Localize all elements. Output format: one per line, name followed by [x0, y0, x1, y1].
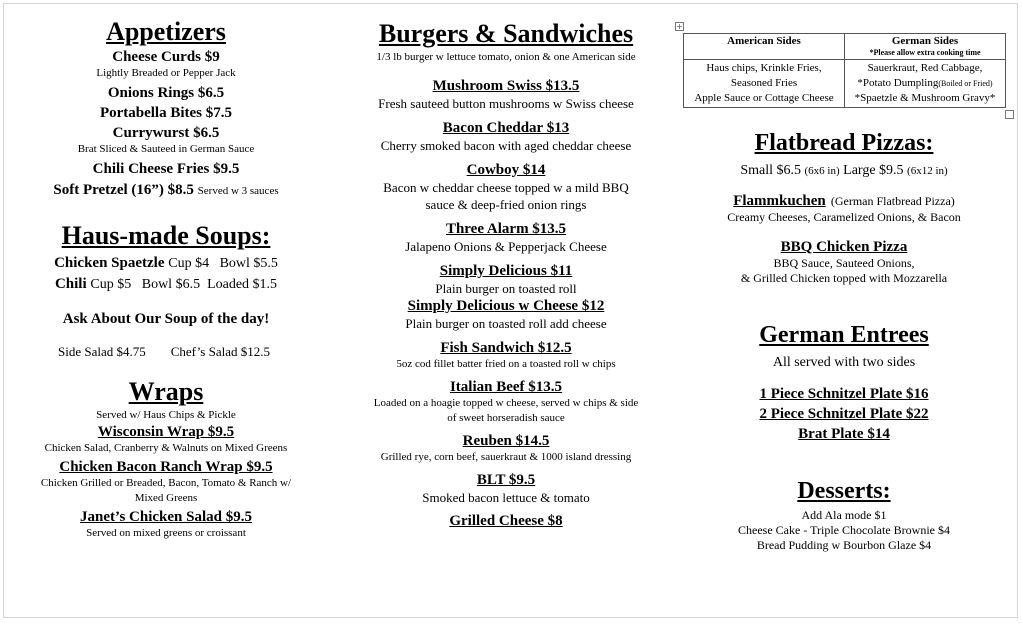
- item-description: BBQ Sauce, Sauteed Onions,: [773, 256, 915, 270]
- soup-name: Chili: [54, 276, 87, 292]
- menu-item: Portabella Bites $7.5: [99, 105, 233, 121]
- item-description: Plain burger on toasted roll: [435, 281, 577, 296]
- item-description: & Grilled Chicken topped with Mozzarella: [740, 271, 948, 285]
- flammkuchen-note: (German Flatbread Pizza): [830, 194, 955, 208]
- menu-item: Chili Cheese Fries $9.5: [92, 161, 240, 177]
- menu-item: Reuben $14.5: [462, 433, 550, 449]
- item-description: Cherry smoked bacon with aged cheddar cheese: [380, 138, 632, 153]
- large-size: (6x12 in): [907, 165, 948, 177]
- menu-item: Italian Beef $13.5: [449, 379, 563, 395]
- soups-title: Haus-made Soups:: [61, 221, 271, 250]
- soup-prices: Cup $5 Bowl $6.5 Loaded $1.5: [90, 277, 278, 292]
- dessert-line: Cheese Cake - Triple Chocolate Brownie $4: [738, 523, 950, 537]
- side-line: Apple Sauce or Cottage Cheese: [694, 92, 834, 104]
- menu-item: Cowboy $14: [466, 162, 546, 178]
- side-name: *Potato Dumpling: [857, 77, 939, 89]
- side-line: Sauerkraut, Red Cabbage,: [867, 62, 983, 74]
- menu-item: Fish Sandwich $12.5: [440, 340, 572, 356]
- side-line: [847, 76, 1003, 91]
- american-sides-cell: [684, 60, 845, 108]
- item-description: Plain burger on toasted roll add cheese: [405, 316, 607, 331]
- small-price: Small $6.5: [740, 163, 801, 178]
- item-description: Chicken Grilled or Breaded, Bacon, Tomato & Ranch w/ Mixed Greens: [40, 477, 292, 504]
- item-description: Fresh sauteed button mushrooms w Swiss cheese: [378, 96, 634, 111]
- side-line: Seasoned Fries: [730, 77, 798, 89]
- bbq-chicken-pizza: BBQ Chicken Pizza: [780, 239, 908, 255]
- item-description: Creamy Cheeses, Caramelized Onions, & Bacon: [727, 210, 961, 224]
- item-description: Chicken Salad, Cranberry & Walnuts on Mixed Greens: [44, 442, 288, 454]
- item-description: Served on mixed greens or croissant: [86, 527, 246, 539]
- menu-item: 1 Piece Schnitzel Plate $16: [759, 386, 929, 402]
- appetizers-title: Appetizers: [106, 17, 226, 46]
- soup-prices: Cup $4 Bowl $5.5: [168, 256, 278, 271]
- middle-column: [358, 0, 654, 530]
- soup-item: [22, 254, 310, 273]
- menu-item: Three Alarm $13.5: [445, 221, 567, 237]
- menu-item: Currywurst $6.5: [112, 125, 220, 141]
- menu-item: Janet’s Chicken Salad $9.5: [80, 509, 252, 525]
- table-resize-handle-icon[interactable]: [1005, 110, 1014, 119]
- side-note: (Boiled or Fried): [938, 79, 993, 88]
- soup-name: Chicken Spaetzle: [54, 255, 165, 271]
- item-description: Bacon w cheddar cheese topped w a mild BBQ sauce & deep-fried onion rings: [383, 180, 629, 212]
- menu-item: Onions Rings $6.5: [107, 85, 225, 101]
- menu-item: [22, 181, 310, 200]
- burgers-intro: 1/3 lb burger w lettuce tomato, onion & one American side: [376, 51, 636, 63]
- burgers-title: Burgers & Sandwiches: [378, 19, 634, 48]
- menu-item: Brat Plate $14: [798, 426, 890, 442]
- menu-item: BLT $9.5: [476, 472, 536, 488]
- entrees-intro: All served with two sides: [772, 355, 916, 370]
- side-line: *Spaetzle & Mushroom Gravy*: [854, 92, 996, 104]
- soup-of-day: Ask About Our Soup of the day!: [62, 311, 270, 327]
- menu-item: Bacon Cheddar $13: [442, 120, 570, 136]
- item-description: Jalapeno Onions & Pepperjack Cheese: [405, 239, 607, 254]
- item-description: Smoked bacon lettuce & tomato: [422, 490, 590, 505]
- dessert-line: Bread Pudding w Bourbon Glaze $4: [756, 538, 932, 552]
- large-price: Large $9.5: [843, 163, 904, 178]
- item-description: 5oz cod fillet batter fried on a toasted roll w chips: [396, 358, 616, 370]
- left-column: [22, 0, 310, 541]
- salads-row: [22, 344, 310, 360]
- menu-item: Cheese Curds $9: [112, 49, 220, 65]
- american-sides-header: American Sides: [684, 34, 845, 60]
- wraps-intro: Served w/ Haus Chips & Pickle: [96, 409, 236, 421]
- desserts-title: Desserts:: [797, 478, 891, 504]
- german-sides-header: [845, 34, 1006, 60]
- side-salad: Side Salad $4.75: [58, 344, 146, 359]
- flatbread-sizes: [700, 162, 988, 180]
- item-note: Served w 3 sauces: [197, 185, 279, 197]
- item-name: Soft Pretzel (16”) $8.5: [53, 182, 194, 198]
- german-sides-cell: [845, 60, 1006, 108]
- menu-item: 2 Piece Schnitzel Plate $22: [759, 406, 929, 422]
- menu-item: Simply Delicious w Cheese $12: [407, 298, 605, 314]
- menu-item: Chicken Bacon Ranch Wrap $9.5: [59, 459, 273, 475]
- dessert-line: Add Ala mode $1: [801, 508, 887, 522]
- item-description: Loaded on a hoagie topped w cheese, served w chips & side of sweet horseradish sauce: [373, 397, 639, 424]
- cooking-time-note: *Please allow extra cooking time: [869, 48, 981, 57]
- flammkuchen-name: Flammkuchen: [733, 193, 826, 209]
- chefs-salad: Chef’s Salad $12.5: [170, 344, 270, 359]
- small-size: (6x6 in): [804, 165, 840, 177]
- menu-item: Wisconsin Wrap $9.5: [97, 424, 235, 440]
- table-move-handle-icon[interactable]: +: [676, 22, 683, 31]
- wraps-title: Wraps: [128, 377, 204, 406]
- menu-item: Simply Delicious $11: [439, 263, 573, 279]
- german-sides-title: German Sides: [891, 35, 959, 47]
- entrees-title: German Entrees: [759, 322, 929, 348]
- flammkuchen-item: [700, 190, 988, 210]
- flatbread-title: Flatbread Pizzas:: [754, 130, 934, 156]
- sides-table: [683, 33, 1006, 108]
- item-description: Lightly Breaded or Pepper Jack: [96, 67, 236, 79]
- soup-item: [22, 275, 310, 294]
- right-column: [700, 130, 988, 553]
- item-description: Grilled rye, corn beef, sauerkraut & 1000 island dressing: [380, 451, 632, 463]
- item-description: Brat Sliced & Sauteed in German Sauce: [77, 143, 255, 155]
- menu-item: Grilled Cheese $8: [449, 513, 563, 529]
- side-line: Haus chips, Krinkle Fries,: [706, 62, 822, 74]
- menu-item: Mushroom Swiss $13.5: [432, 78, 580, 94]
